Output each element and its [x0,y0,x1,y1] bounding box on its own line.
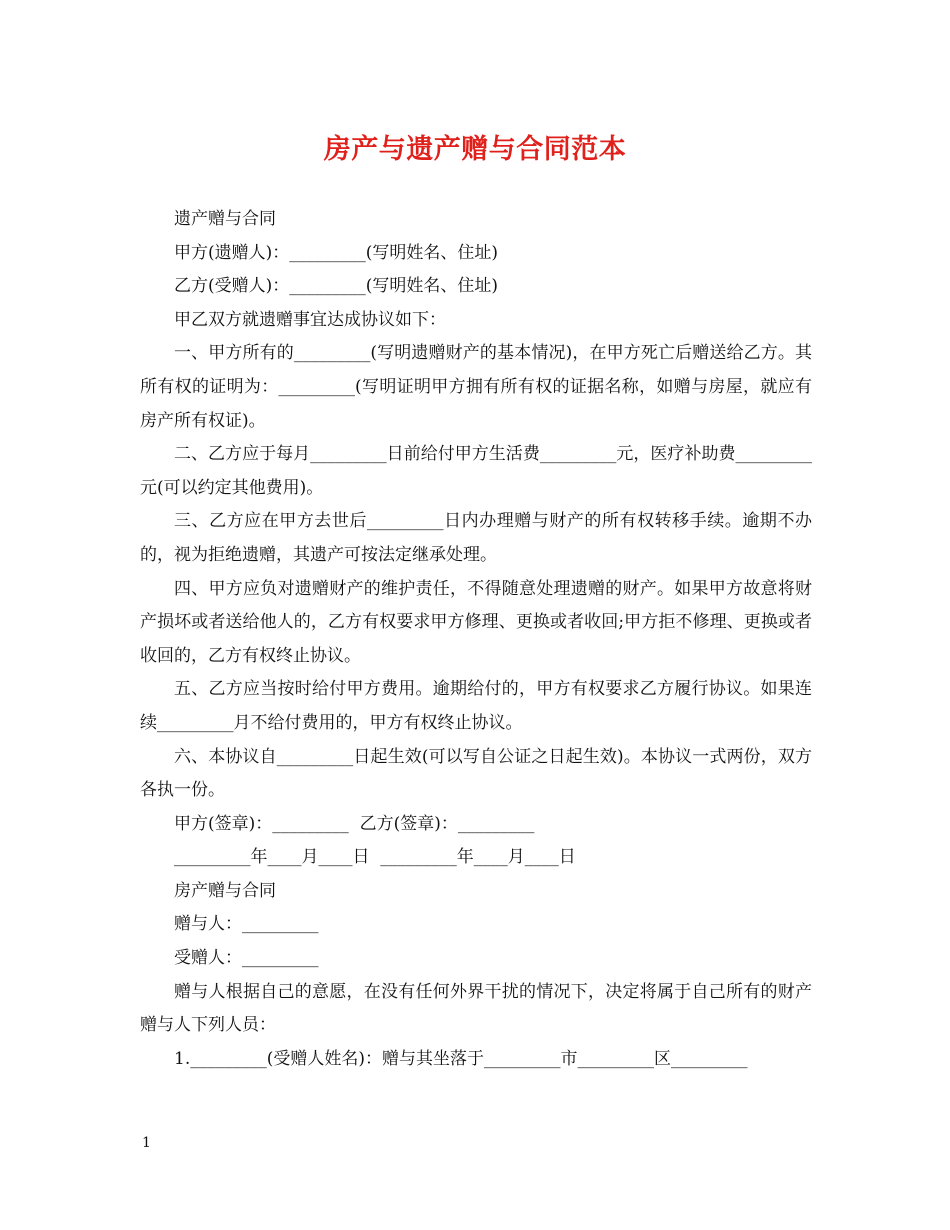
paragraph: 甲乙双方就遗赠事宜达成协议如下： [174,309,446,330]
signature-line: 甲方(签章)：_________ 乙方(签章)：_________ [174,813,535,834]
paragraph: 甲方(遗赠人)：_________(写明姓名、住址) [174,242,499,263]
page-number: 1 [142,1135,151,1151]
paragraph: 六、本协议自_________日起生效(可以写自公证之日起生效)。本协议一式两份，双方各执一份。 [140,746,812,801]
document-body [140,203,812,1076]
paragraph: 三、乙方应在甲方去世后_________日内办理赠与财产的所有权转移手续。逾期不办的，视为拒绝遗赠，其遗产可按法定继承处理。 [140,511,812,565]
paragraph: 1._________(受赠人姓名)：赠与其坐落于_________市_________区_________ [174,1048,748,1069]
paragraph: 赠与人根据自己的意愿，在没有任何外界干扰的情况下，决定将属于自己所有的财产赠与人下列人员： [140,981,812,1036]
document-title: 房产与遗产赠与合同范本 [323,134,627,165]
paragraph: 四、甲方应负对遗赠财产的维护责任，不得随意处理遗赠的财产。如果甲方故意将财产损坏或者送给他人的，乙方有权要求甲方修理、更换或者收回;甲方拒不修理、更换或者收回的，乙方有权终止协议。 [140,578,812,666]
paragraph: 受赠人：_________ [174,948,319,969]
paragraph: 一、甲方所有的_________(写明遗赠财产的基本情况)，在甲方死亡后赠送给乙方。其所有权的证明为：_________(写明证明甲方拥有所有权的证据名称，如赠与房屋，就应有房产所有权证)。 [140,343,812,431]
paragraph: 二、乙方应于每月_________日前给付甲方生活费_________元，医疗补助费_________元(可以约定其他费用)。 [140,444,812,498]
date-line: _________年____月____日 _________年____月____日 [174,847,576,868]
paragraph: 五、乙方应当按时给付甲方费用。逾期给付的，甲方有权要求乙方履行协议。如果连续_________月不给付费用的，甲方有权终止协议。 [140,679,812,733]
section-heading: 房产赠与合同 [174,880,276,901]
paragraph: 遗产赠与合同 [174,209,276,229]
paragraph: 乙方(受赠人)：_________(写明姓名、住址) [174,276,499,297]
paragraph: 赠与人：_________ [174,914,319,935]
